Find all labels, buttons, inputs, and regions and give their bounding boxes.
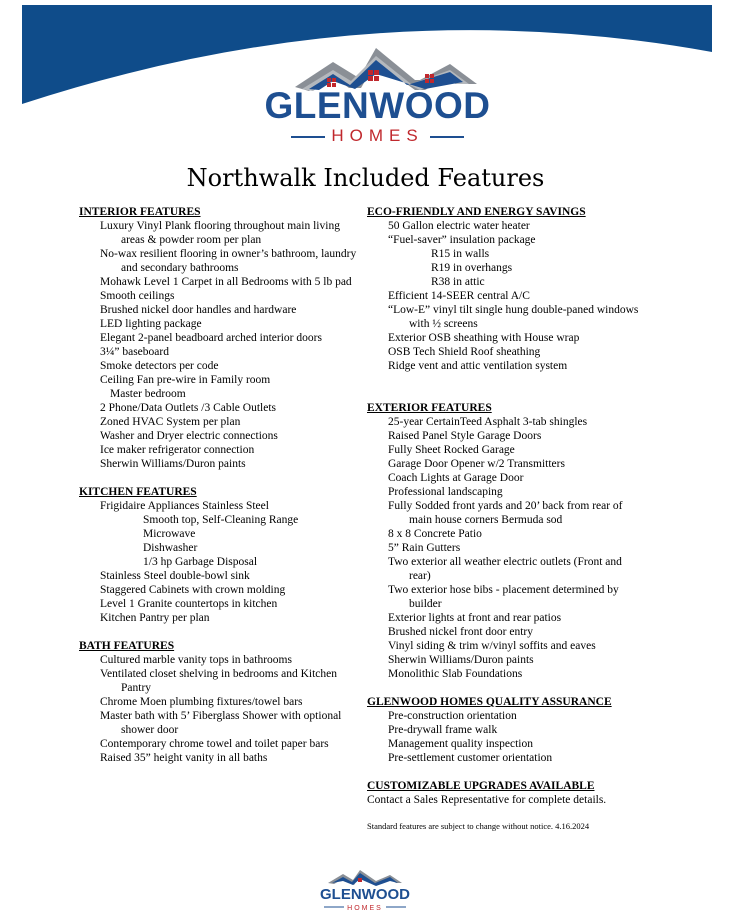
list-item: Elegant 2-panel beadboard arched interior doors — [100, 332, 322, 344]
list-item: Two exterior hose bibs - placement determined by builder — [388, 584, 619, 610]
list-item: Sherwin Williams/Duron paints — [100, 458, 246, 470]
list-item: 8 x 8 Concrete Patio — [388, 528, 482, 540]
list-item: Pre-drywall frame walk — [388, 724, 498, 736]
list-item: Exterior lights at front and rear patios — [388, 612, 562, 624]
list-item: Luxury Vinyl Plank flooring throughout main living areas & powder room per plan — [100, 220, 340, 246]
list-item: Contemporary chrome towel and toilet paper bars — [100, 738, 329, 750]
list-item: 2 Phone/Data Outlets /3 Cable Outlets — [100, 402, 276, 414]
list-item: Kitchen Pantry per plan — [100, 612, 210, 624]
list-item: Pre-construction orientation — [388, 710, 517, 722]
list-item: Stainless Steel double-bowl sink — [100, 570, 250, 582]
list-item: Smooth ceilings — [100, 290, 175, 302]
upgrades-text: Contact a Sales Representative for complete details. — [367, 794, 607, 806]
list-item: Master bath with 5’ Fiberglass Shower with optional shower door — [100, 710, 342, 736]
list-item: Management quality inspection — [388, 738, 533, 750]
interior-heading: INTERIOR FEATURES — [79, 206, 201, 218]
list-subitem: Smooth top, Self-Cleaning Range — [143, 514, 299, 526]
list-item: Zoned HVAC System per plan — [100, 416, 241, 428]
list-item: “Low-E” vinyl tilt single hung double-paned windows with ½ screens — [388, 304, 639, 330]
list-item: 50 Gallon electric water heater — [388, 220, 530, 232]
list-item: Efficient 14-SEER central A/C — [388, 290, 530, 302]
list-item: Ventilated closet shelving in bedrooms and Kitchen Pantry — [100, 668, 337, 694]
list-item: Fully Sheet Rocked Garage — [388, 444, 515, 456]
upgrades-heading: CUSTOMIZABLE UPGRADES AVAILABLE — [367, 780, 595, 792]
list-item: 3¼” baseboard — [100, 346, 169, 358]
list-item: Cultured marble vanity tops in bathrooms — [100, 654, 292, 666]
quality-heading: GLENWOOD HOMES QUALITY ASSURANCE — [367, 696, 612, 708]
list-item: 25-year CertainTeed Asphalt 3-tab shingles — [388, 416, 588, 428]
list-item: Sherwin Williams/Duron paints — [388, 654, 534, 666]
kitchen-heading: KITCHEN FEATURES — [79, 486, 197, 498]
eco-heading: ECO-FRIENDLY AND ENERGY SAVINGS — [367, 206, 586, 218]
footer-brand-name: GLENWOOD — [320, 886, 410, 903]
list-item: Raised 35” height vanity in all baths — [100, 752, 268, 764]
list-item: Fully Sodded front yards and 20’ back from rear of main house corners Bermuda sod — [388, 500, 623, 526]
left-column — [79, 205, 359, 765]
list-subitem: R38 in attic — [431, 276, 485, 288]
list-item: Garage Door Opener w/2 Transmitters — [388, 458, 565, 470]
list-item: Brushed nickel door handles and hardware — [100, 304, 297, 316]
list-item: Coach Lights at Garage Door — [388, 472, 524, 484]
list-subitem: 1/3 hp Garbage Disposal — [143, 556, 258, 568]
page-title: Northwalk Included Features — [186, 164, 545, 192]
list-item: 5” Rain Gutters — [388, 542, 461, 554]
list-item: Ice maker refrigerator connection — [100, 444, 255, 456]
list-item: Two exterior all weather electric outlets (Front and rear) — [388, 556, 622, 582]
list-item: Vinyl siding & trim w/vinyl soffits and eaves — [388, 640, 596, 652]
exterior-heading: EXTERIOR FEATURES — [367, 402, 492, 414]
footer-logo-icon — [310, 868, 420, 912]
list-item: Brushed nickel front door entry — [388, 626, 533, 638]
list-item: Level 1 Granite countertops in kitchen — [100, 598, 278, 610]
list-subitem: Microwave — [143, 528, 196, 540]
list-item: Professional landscaping — [388, 486, 503, 498]
list-item: OSB Tech Shield Roof sheathing — [388, 346, 541, 358]
list-item: Chrome Moen plumbing fixtures/towel bars — [100, 696, 303, 708]
list-item: LED lighting package — [100, 318, 202, 330]
footer-brand-sub: HOMES — [347, 905, 383, 912]
list-item: Mohawk Level 1 Carpet in all Bedrooms with 5 lb pad — [100, 276, 352, 288]
list-item: Raised Panel Style Garage Doors — [388, 430, 542, 442]
bath-heading: BATH FEATURES — [79, 640, 175, 652]
list-item: Frigidaire Appliances Stainless Steel — [100, 500, 269, 512]
list-item: Staggered Cabinets with crown molding — [100, 584, 286, 596]
list-item: Ridge vent and attic ventilation system — [388, 360, 568, 372]
list-item: No-wax resilient flooring in owner’s bathroom, laundry and secondary bathrooms — [100, 248, 357, 274]
brand-subtitle: HOMES — [255, 126, 500, 146]
list-subitem: Dishwasher — [143, 542, 198, 554]
list-item: Pre-settlement customer orientation — [388, 752, 553, 764]
list-item: “Fuel-saver” insulation package — [388, 234, 536, 246]
list-item: Exterior OSB sheathing with House wrap — [388, 332, 580, 344]
list-item: Monolithic Slab Foundations — [388, 668, 523, 680]
list-item: Ceiling Fan pre-wire in Family room — [100, 374, 271, 386]
disclaimer-note: Standard features are subject to change without notice. 4.16.2024 — [367, 821, 590, 831]
right-column — [367, 205, 642, 833]
list-subitem: R19 in overhangs — [431, 262, 513, 274]
list-item: Smoke detectors per code — [100, 360, 219, 372]
list-subitem: R15 in walls — [431, 248, 490, 260]
list-item: Washer and Dryer electric connections — [100, 430, 278, 442]
list-subitem: Master bedroom — [110, 388, 186, 400]
brand-name: GLENWOOD — [264, 85, 491, 126]
